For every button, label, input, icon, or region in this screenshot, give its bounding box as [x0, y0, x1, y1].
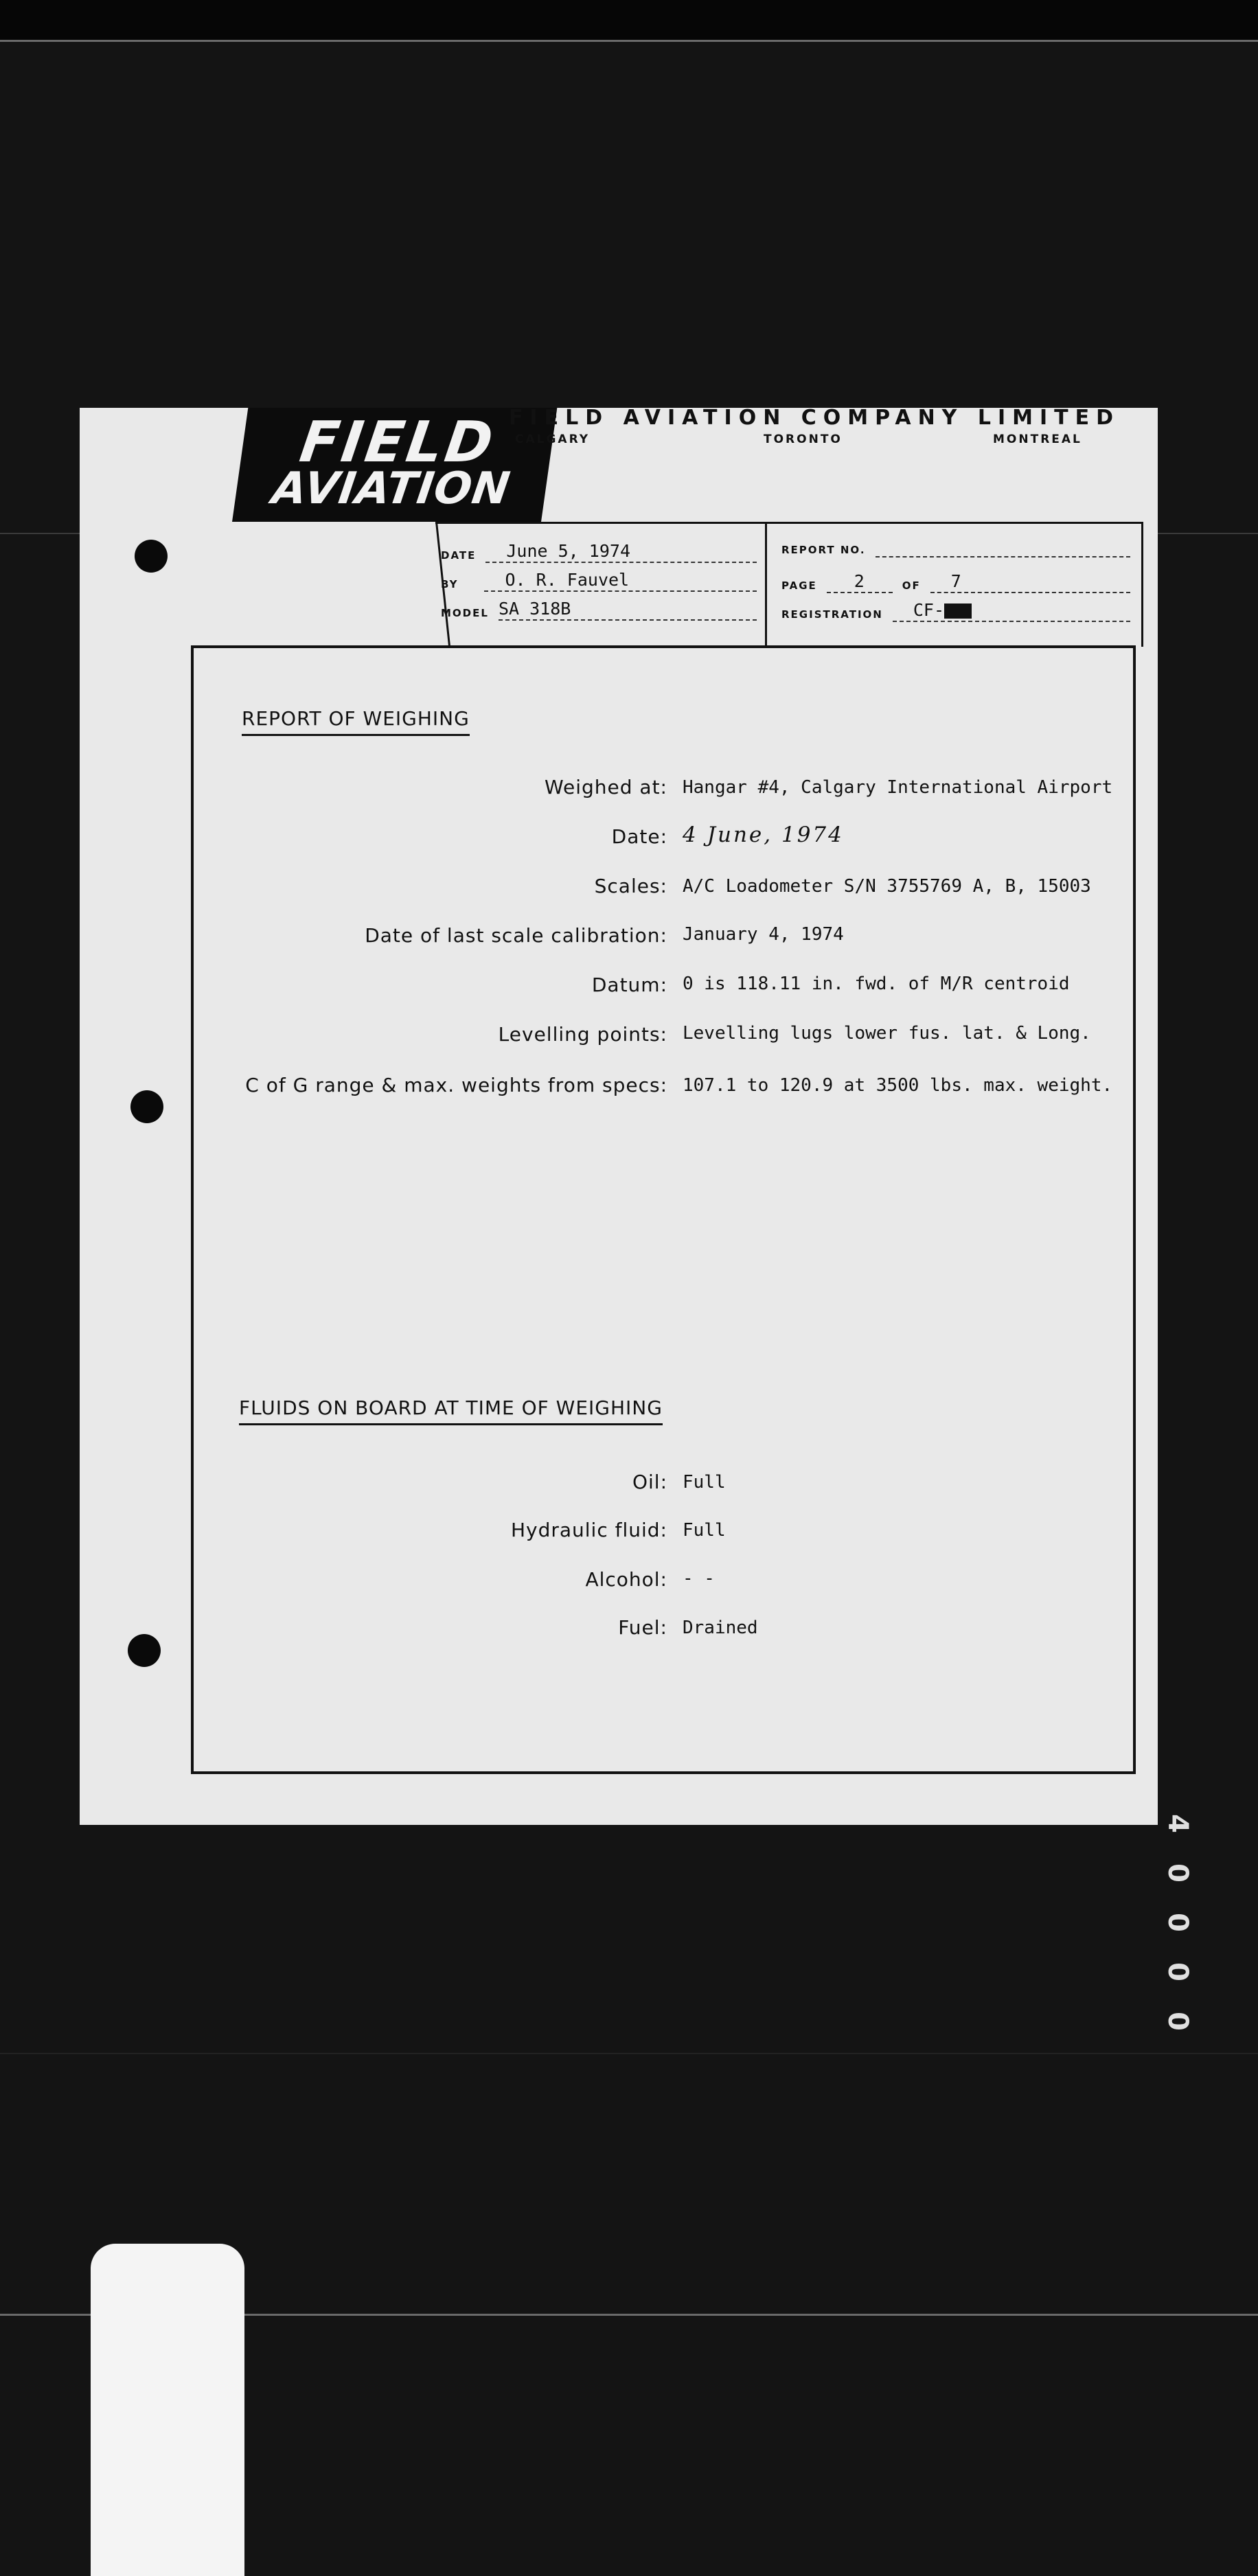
header-by-row [441, 570, 757, 592]
of-label: OF [902, 579, 921, 592]
by-label: BY [441, 578, 459, 590]
fluids-heading: FLUIDS ON BOARD AT TIME OF WEIGHING [239, 1396, 663, 1425]
header-registration-row [781, 600, 1130, 622]
header-top-rule [435, 522, 1143, 524]
header-page-row [781, 571, 1130, 593]
fluid-value-alcohol: - - [683, 1568, 715, 1589]
film-scratch [0, 2053, 1258, 2054]
film-scratch [1158, 533, 1258, 534]
city-toronto: TORONTO [764, 433, 843, 446]
company-name: FIELD AVIATION COMPANY LIMITED [509, 406, 1120, 430]
field-value-calibration: January 4, 1974 [683, 924, 844, 945]
field-label-date: Date: [611, 825, 667, 848]
document-page [80, 408, 1158, 1825]
registration-label: REGISTRATION [781, 608, 883, 621]
frame-digit: 4 [1162, 1814, 1193, 1833]
field-value-datum: 0 is 118.11 in. fwd. of M/R centroid [683, 974, 1070, 994]
frame-digit: 0 [1162, 2012, 1193, 2031]
field-value-cg-range: 107.1 to 120.9 at 3500 lbs. max. weight. [683, 1075, 1113, 1096]
fluid-value-fuel: Drained [683, 1618, 758, 1638]
frame-digit: 0 [1162, 1863, 1193, 1883]
fluid-label-alcohol: Alcohol: [585, 1568, 667, 1591]
frame-digit: 0 [1162, 1962, 1193, 1981]
header-right-rule [1141, 522, 1143, 647]
model-label: MODEL [441, 607, 489, 619]
page-label: PAGE [781, 579, 817, 592]
logo-line-1: FIELD [296, 410, 500, 475]
field-value-scales: A/C Loadometer S/N 3755769 A, B, 15003 [683, 876, 1091, 897]
microfilm-frame-number [1160, 1799, 1195, 2046]
report-heading: REPORT OF WEIGHING [242, 707, 470, 736]
by-value: O. R. Fauvel [484, 570, 757, 592]
field-label-weighed-at: Weighed at: [544, 776, 667, 798]
page-value: 2 [827, 571, 893, 593]
field-value-levelling: Levelling lugs lower fus. lat. & Long. [683, 1023, 1091, 1044]
fluid-value-hydraulic: Full [683, 1520, 726, 1541]
date-label: DATE [441, 549, 477, 562]
frame-digit: 0 [1162, 1913, 1193, 1932]
header-date-row [441, 541, 757, 563]
field-label-scales: Scales: [594, 875, 667, 897]
field-value-weighed-at: Hangar #4, Calgary International Airport [683, 777, 1113, 798]
punch-hole [130, 1090, 163, 1123]
fluid-label-oil: Oil: [632, 1471, 667, 1493]
report-frame [191, 645, 1136, 1774]
fluid-value-oil: Full [683, 1472, 726, 1493]
film-light-patch [91, 2244, 244, 2576]
film-top-border [0, 0, 1258, 40]
city-montreal: MONTREAL [993, 433, 1082, 446]
header-divider [765, 522, 767, 647]
punch-hole [135, 540, 168, 573]
header-report-no-row [781, 542, 1130, 557]
date-value: June 5, 1974 [485, 541, 757, 563]
redaction-block [944, 603, 972, 619]
film-edge-line [0, 40, 1258, 42]
logo-line-2: AVIATION [268, 463, 514, 514]
field-value-date: 4 June, 1974 [683, 823, 844, 847]
field-label-cg-range: C of G range & max. weights from specs: [245, 1074, 667, 1096]
registration-field [893, 600, 1130, 622]
field-label-datum: Datum: [591, 974, 667, 996]
report-no-value [876, 556, 1130, 557]
city-calgary: CALGARY [515, 433, 591, 446]
of-value: 7 [930, 571, 1130, 593]
punch-hole [128, 1634, 161, 1667]
fluid-label-fuel: Fuel: [618, 1616, 667, 1639]
fluid-label-hydraulic: Hydraulic fluid: [510, 1519, 667, 1541]
film-scratch [0, 533, 80, 534]
field-label-calibration: Date of last scale calibration: [365, 924, 667, 947]
model-value: SA 318B [499, 599, 757, 621]
header-model-row [441, 599, 757, 621]
field-label-levelling: Levelling points: [498, 1023, 667, 1046]
report-no-label: REPORT NO. [781, 544, 866, 556]
registration-value: CF- [913, 600, 944, 620]
